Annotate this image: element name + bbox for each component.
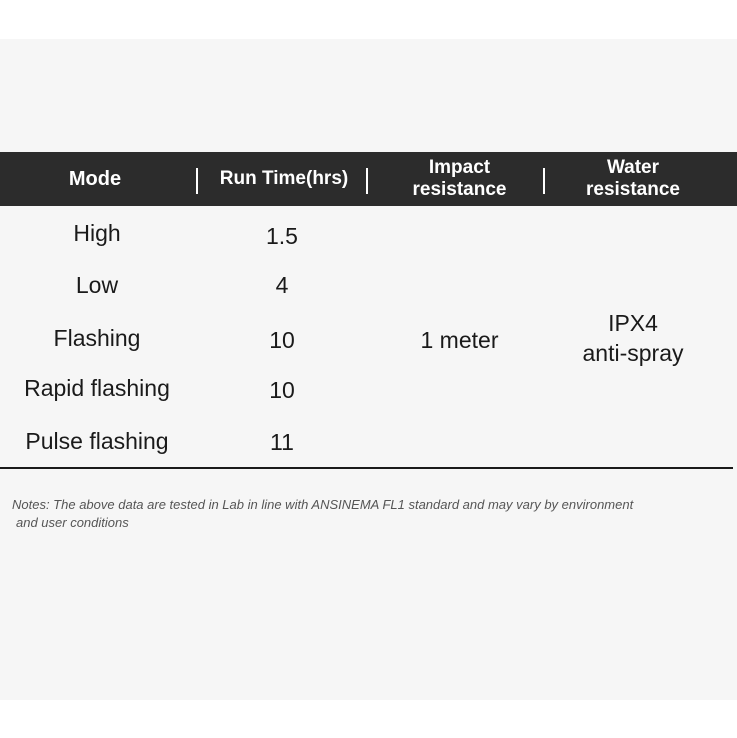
run-time-cell: 1.5 (266, 223, 298, 249)
notes (12, 496, 712, 532)
header-divider (366, 168, 368, 194)
run-time-cell: 10 (269, 327, 295, 353)
header-run-time: Run Time(hrs) (219, 168, 349, 189)
mode-cell: High (73, 220, 121, 246)
run-time-cell: 10 (269, 377, 295, 403)
table-bottom-rule (0, 467, 733, 469)
run-time-cell: 11 (270, 429, 294, 455)
content-panel (0, 39, 737, 700)
mode-cell: Pulse flashing (25, 428, 169, 454)
header-divider (196, 168, 198, 194)
mode-cell: Rapid flashing (24, 375, 170, 401)
table-header (0, 152, 737, 206)
mode-cell: Flashing (53, 325, 141, 351)
run-time-cell: 4 (275, 272, 289, 298)
header-divider (543, 168, 545, 194)
header-mode: Mode (68, 168, 122, 190)
water-resistance-rating: IPX4 (608, 310, 658, 336)
impact-resistance-value: 1 meter (420, 327, 499, 353)
notes-line: Notes: The above data are tested in Lab in line with ANSINEMA FL1 standard and may vary by environment (12, 497, 634, 512)
mode-cell: Low (75, 272, 119, 298)
notes-line: and user conditions (16, 515, 129, 530)
water-resistance-desc: anti-spray (582, 340, 684, 366)
header-impact-resistance: Impact resistance (412, 157, 507, 200)
header-water-resistance: Water resistance (585, 157, 680, 200)
